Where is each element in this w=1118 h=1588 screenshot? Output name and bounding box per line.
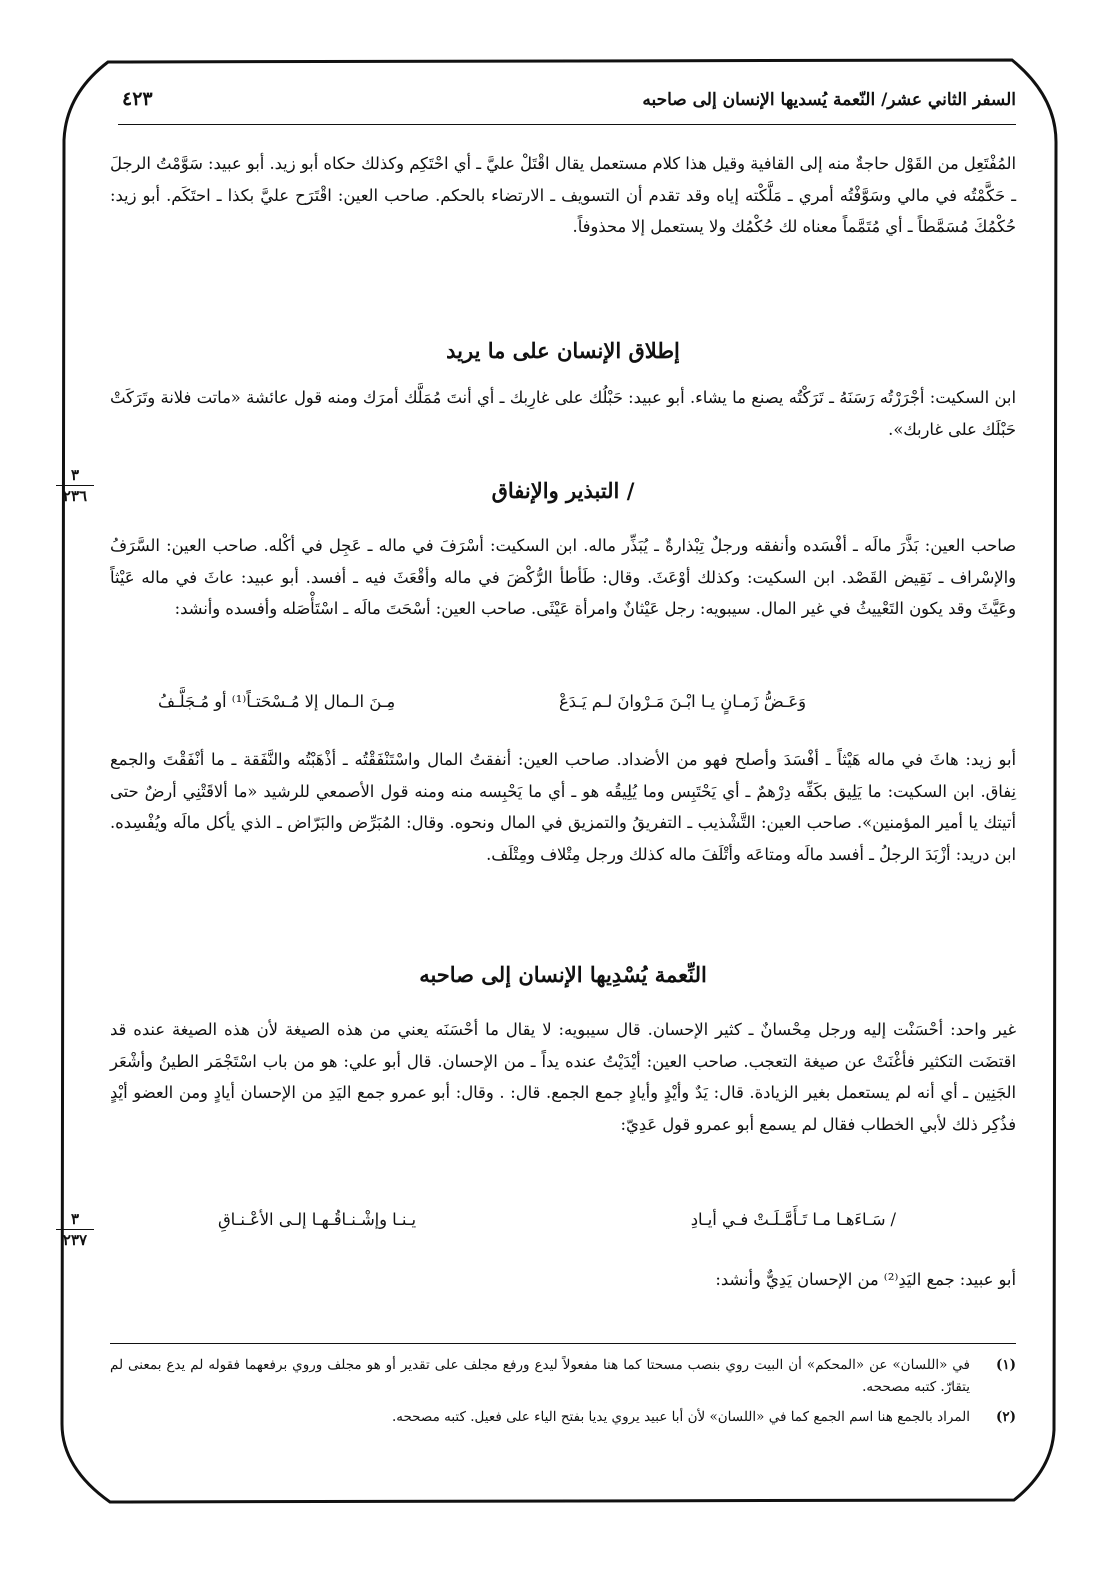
footnote-2 bbox=[110, 1406, 1016, 1428]
margin-ref-volume: ٣ bbox=[70, 466, 80, 484]
section-title-itlaq: إطلاق الإنسان على ما يريد bbox=[446, 338, 680, 363]
verse-2-first-hemistich: / سَـاءَهـا مـا تَـأَمَّـلَـتْ فـي أيـادِ bbox=[690, 1210, 896, 1229]
margin-ref-divider bbox=[56, 485, 94, 486]
section2-paragraph-1: صاحب العين: بَذَّرَ مالَه ـ أفْسَده وأنفقه ورجلٌ تِبْذارةٌ ـ يُبَذِّر ماله. ابن السكيت: أسْرَفَ في ماله ـ عَجِل في أكْله. صاحب العين: السَّرَفُ والإسْراف ـ نَقِيض القَصْد. ابن السكيت: وكذلك أوْعَثَ. وقال: طَأطأ الرُّكْضَ في ماله وأقْعَثَ فيه ـ أفسد. أبو عبيد: عاثَ في ماله عَيْثاً وعَيَّثَ وقد يكون التَعْييثُ في غير المال. سيبويه: رجل عَيْثانٌ وامرأة عَيْثَى. صاحب العين: أسْحَتَ مالَه ـ اسْتَأْصَله وأفسده وأنشد: bbox=[110, 536, 1016, 618]
section-title-tabdhir: / التبذير والإنفاق bbox=[491, 478, 635, 503]
footnote-2-text: المراد بالجمع هنا اسم الجمع كما في «اللسان» لأن أبا عبيد يروي يديا بفتح الياء على فعيل. كتبه مصححه. bbox=[391, 1409, 970, 1425]
intro-paragraph: المُفْتَعِل من القَوْل حاجةٌ منه إلى القافية وقيل هذا كلام مستعمل يقال اقْتَلْ عليَّ ـ أي احْتَكِم وكذلك حكاه أبو زيد. أبو عبيد: سَوَّمْتُ الرجلَ ـ حَكَّمْتُه في مالي وسَوَّفْتُه أمري ـ مَلَّكْته إياه وقد تقدم أن التسويف ـ الارتضاء بالحكم. صاحب العين: اقْتَرَح عليَّ بكذا ـ احتَكَم. أبو زيد: حُكْمُكَ مُسَمَّطاً ـ أي مُتَمَّماً معناه لك حُكْمُك ولا يستعمل إلا محذوفاً. bbox=[110, 154, 1016, 236]
verse-1-first-hemistich: وَعَـضُّ زَمـانٍ يـا ابْـنَ مَـرْوانَ لـم يَـدَعْ bbox=[558, 692, 806, 711]
section3-block-2 bbox=[110, 1264, 1016, 1296]
section1-paragraph: ابن السكيت: أجْرَرْتُه رَسَنَهُ ـ تَرَكْتُه يصنع ما يشاء. أبو عبيد: حَبْلُك على غارِبك ـ أي أنتَ مُمَلَّك أمرَك ومنه قول عائشة «ماتت فلانة وتَرَكَتْ حَبْلَك على غاربك». bbox=[110, 388, 1016, 439]
footnote-rule bbox=[110, 1343, 1016, 1344]
footnote-1-text: في «اللسان» عن «المحكم» أن البيت روي بنصب مسحتا كما هنا مفعولاً ليدع ورفع مجلف على تقدير أو هو مجلف وروي برفعهما فقوله لم يدع بمعنى لم يتقارّ. كتبه مصححه. bbox=[110, 1357, 970, 1395]
section1-block bbox=[110, 382, 1016, 445]
section2-block-2 bbox=[110, 744, 1016, 870]
margin-ref-divider bbox=[56, 1229, 94, 1230]
section-title-nima: النِّعمة يُسْدِيها الإنسان إلى صاحبه bbox=[419, 962, 707, 987]
margin-ref-page: ٢٣٦ bbox=[62, 487, 88, 505]
footnote-2-number: (٢) bbox=[995, 1409, 1016, 1425]
verse-1-second-hemistich: مِـنَ الـمال إلا مُـسْحَتـاً⁽¹⁾ أو مُـجَلَّـفُ bbox=[158, 692, 396, 711]
margin-ref-page: ٢٣٧ bbox=[62, 1231, 88, 1249]
intro-paragraph-block bbox=[110, 148, 1016, 243]
verse-1 bbox=[110, 692, 1016, 724]
section3-paragraph-2: أبو عبيد: جمع اليَدِ⁽²⁾ من الإحسان يَدِيٌّ وأنشد: bbox=[715, 1270, 1016, 1289]
page-body bbox=[62, 72, 1016, 1502]
margin-reference-236 bbox=[52, 466, 98, 505]
section3-block bbox=[110, 1014, 1016, 1140]
margin-reference-237 bbox=[52, 1210, 98, 1249]
section2-block bbox=[110, 530, 1016, 625]
footnote-1 bbox=[110, 1354, 1016, 1398]
margin-ref-volume: ٣ bbox=[70, 1210, 80, 1228]
verse-2-second-hemistich: يـنـا وإشْـنـاقُـهـا إلـى الأعْـنـاقِ bbox=[218, 1210, 417, 1229]
section3-paragraph: غير واحد: أحْسَنْت إليه ورجل مِحْسانٌ ـ كثير الإحسان. قال سيبويه: لا يقال ما أحْسَنَه يعني من هذه الصيغة لأن هذه الصيغة عنده قد اقتضَت التكثير فأغْنَتْ عن صيغة التعجب. صاحب العين: أيْدَيْتُ عنده يداً ـ من الإحسان. قال أبو علي: هو من باب اسْتَجْمَر الطينُ وأشْعَر الجَنِين ـ أي أنه لم يستعمل بغير الزيادة. قال: يَدٌ وأيْدٍ وأيادٍ جمع الجمع. قال: . وقال: أبو عمرو جمع اليَدِ من الإحسان أيادٍ ومن العضو أيْدٍ فذُكِر ذلك لأبي الخطاب فقال لم يسمع أبو عمرو قول عَدِيّ: bbox=[110, 1020, 1016, 1134]
header-rule bbox=[118, 124, 1016, 125]
page-number: ٤٢٣ bbox=[122, 88, 153, 110]
footnote-1-number: (١) bbox=[995, 1357, 1016, 1373]
running-title: السفر الثاني عشر/ النّعمة يُسديها الإنسان إلى صاحبه bbox=[642, 90, 1016, 110]
verse-2 bbox=[110, 1210, 1016, 1242]
section2-paragraph-2: أبو زيد: هاثَ في ماله هَيْثاً ـ أفْسَدَ وأصلح فهو من الأضداد. صاحب العين: أنفقتُ المال واسْتَنْفَقْتُه ـ أذْهَبْتُه والنَّفَقة ـ ما أنْفَقْتَ والجمع نِفاق. ابن السكيت: ما يَلِيق بكَفِّه دِرْهمٌ ـ أي يَحْتَبِس وما يُلِيقُه هو ـ أي ما يَحْبِسه منه ومنه قول الأصمعي للرشيد «ما ألاقَتْنِي أرضٌ حتى أتيتك يا أمير المؤمنين». صاحب العين: التَّشْذيب ـ التفريقُ والتمزيق في المال ونحوه. وقال: المُبَرِّض والبَرّاض ـ الذي يأكل مالَه ويُفْسِده. ابن دريد: أزْبَدَ الرجلُ ـ أفسد مالَه ومتاعَه وأتْلَفَ ماله كذلك ورجل مِتْلاف ومِتْلَف. bbox=[110, 750, 1016, 864]
running-header bbox=[110, 86, 1016, 120]
